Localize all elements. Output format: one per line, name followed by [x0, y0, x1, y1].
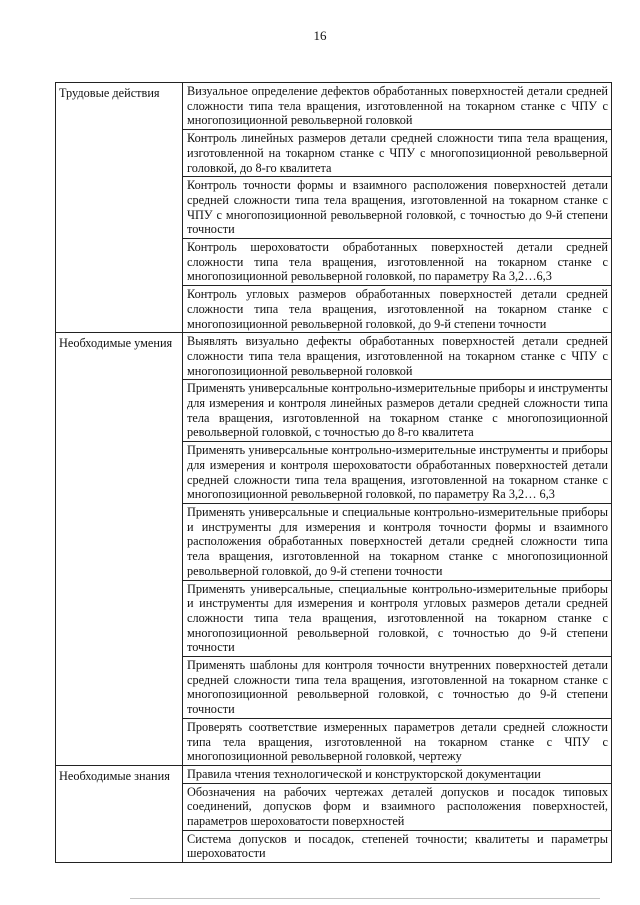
- table-cell: Применять универсальные и специальные контрольно-измерительные приборы и инструменты для измерения и контроля точности формы и взаимного расположения обработанных поверхностей детали средней сложности типа тела вращения, изготовленной на токарном станке с многопозиционной револьверной головкой, до 9-й степени точности: [183, 503, 612, 580]
- page-number: 16: [313, 28, 327, 43]
- table-cell: Контроль точности формы и взаимного расположения поверхностей детали средней сложности типа тела вращения, изготовленной на токарном станке с ЧПУ с многопозиционной револьверной головкой, с точностью до 9-й степени точности: [183, 177, 612, 239]
- table-cell: Визуальное определение дефектов обработанных поверхностей детали средней сложности типа тела вращения, изготовленной на токарном станке с ЧПУ с многопозиционной револьверной головкой: [183, 83, 612, 130]
- table-row: [56, 765, 612, 783]
- table-row: [56, 83, 612, 130]
- table-cell: Правила чтения технологической и конструкторской документации: [183, 765, 612, 783]
- table-cell: Контроль угловых размеров обработанных поверхностей детали средней сложности типа тела вращения, изготовленной на токарном станке с многопозиционной револьверной головкой, до 9-й степени точности: [183, 286, 612, 333]
- section-label-required-knowledge: Необходимые знания: [56, 765, 183, 862]
- section-label-required-skills: Необходимые умения: [56, 333, 183, 766]
- table-cell: Система допусков и посадок, степеней точности; квалитеты и параметры шероховатости: [183, 830, 612, 862]
- table-cell: Выявлять визуально дефекты обработанных поверхностей детали средней сложности типа тела вращения, изготовленной на токарном станке с ЧПУ с многопозиционной револьверной головкой: [183, 333, 612, 380]
- section-label-labor-actions: Трудовые действия: [56, 83, 183, 333]
- scan-artifact-line: [130, 898, 600, 899]
- competency-table: [55, 82, 612, 863]
- table-cell: Проверять соответствие измеренных параметров детали средней сложности типа тела вращения, изготовленной на токарном станке с ЧПУ с многопозиционной револьверной головкой, чертежу: [183, 718, 612, 765]
- table-cell: Применять универсальные, специальные контрольно-измерительные приборы и инструменты для измерения и контроля угловых размеров детали средней сложности типа тела вращения, изготовленной на токарном станке с многопозиционной револьверной головкой, с точностью до 9-й степени точности: [183, 580, 612, 657]
- table-cell: Контроль линейных размеров детали средней сложности типа тела вращения, изготовленной на токарном станке с ЧПУ с многопозиционной револьверной головкой, до 8-го квалитета: [183, 130, 612, 177]
- table-cell: Применять универсальные контрольно-измерительные инструменты и приборы для измерения и контроля шероховатости обработанных поверхностей детали средней сложности типа тела вращения, изготовленной на токарном станке с многопозиционной револьверной головкой, по параметру Ra 3,2… 6,3: [183, 442, 612, 504]
- table-cell: Обозначения на рабочих чертежах деталей допусков и посадок типовых соединений, допусков форм и взаимного расположения поверхностей, параметров шероховатости поверхностей: [183, 783, 612, 830]
- table-row: [56, 333, 612, 380]
- table-cell: Контроль шероховатости обработанных поверхностей детали средней сложности типа тела вращения, изготовленной на токарном станке с многопозиционной револьверной головкой, по параметру Ra 3,2…6,3: [183, 239, 612, 286]
- table-cell: Применять шаблоны для контроля точности внутренних поверхностей детали средней сложности типа тела вращения, изготовленной на токарном станке с многопозиционной револьверной головкой, с точностью до 9-й степени точности: [183, 657, 612, 719]
- table-cell: Применять универсальные контрольно-измерительные приборы и инструменты для измерения и контроля линейных размеров детали средней сложности типа тела вращения, изготовленной на токарном станке с многопозиционной револьверной головкой, с точностью до 8-го квалитета: [183, 380, 612, 442]
